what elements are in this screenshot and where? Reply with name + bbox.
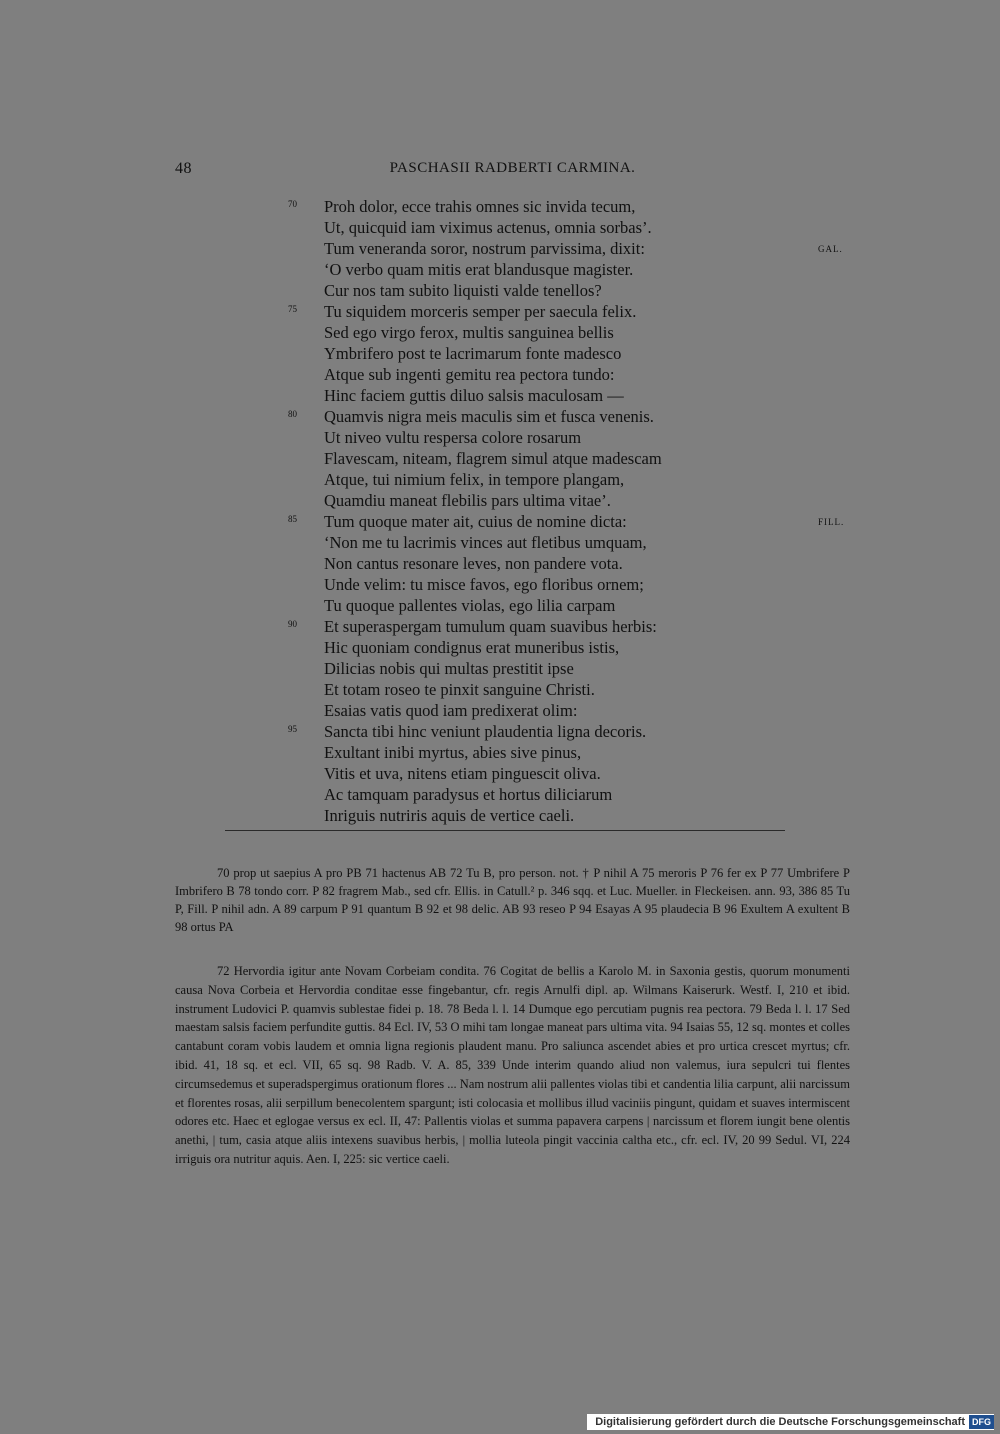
poem-line xyxy=(288,658,858,679)
poem-line xyxy=(288,805,858,826)
poem-line xyxy=(288,721,858,742)
verse-text: Hinc faciem guttis diluo salsis maculosam — xyxy=(324,386,624,405)
apparatus-text: 70 prop ut saepius A pro PB 71 hactenus AB 72 Tu B, pro person. not. † P nihil A 75 meroris P 76 fer ex P 77 Umbrifere P Imbrifero B 78 tondo corr. P 82 fragrem Mab., sed cfr. Ellis. in Catull.² p. 346 sqq. et Luc. Mueller. in Fleckeisen. ann. 93, 386 85 Tu P, Fill. P nihil adn. A 89 carpum P 91 quantum B 92 et 98 delic. AB 93 reseo P 94 Esayas A 95 plaudecia B 96 Exultem A exultent B 98 ortus PA xyxy=(175,866,850,934)
poem-text xyxy=(288,196,858,826)
running-title: PASCHASII RADBERTI CARMINA. xyxy=(389,160,636,176)
verse-text: ‘Non me tu lacrimis vinces aut fletibus umquam, xyxy=(324,533,647,552)
poem-line xyxy=(288,490,858,511)
poem-line xyxy=(288,238,858,259)
funding-footer xyxy=(587,1414,994,1430)
poem-line xyxy=(288,595,858,616)
critical-apparatus xyxy=(175,864,850,936)
verse-text: Atque, tui nimium felix, in tempore plangam, xyxy=(324,470,625,489)
poem-line xyxy=(288,196,858,217)
dfg-logo-icon: DFG xyxy=(969,1415,994,1429)
verse-text: Atque sub ingenti gemitu rea pectora tundo: xyxy=(324,365,615,384)
poem-line xyxy=(288,406,858,427)
verse-text: Ut niveo vultu respersa colore rosarum xyxy=(324,428,582,447)
poem-line xyxy=(288,448,858,469)
verse-text: Tu siquidem morceris semper per saecula felix. xyxy=(324,302,637,321)
verse-text: Et totam roseo te pinxit sanguine Christi. xyxy=(324,680,595,699)
poem-line xyxy=(288,553,858,574)
verse-text: Inriguis nutriris aquis de vertice caeli. xyxy=(324,806,575,825)
page-header xyxy=(175,160,850,182)
verse-text: Cur nos tam subito liquisti valde tenellos? xyxy=(324,281,602,300)
poem-line xyxy=(288,616,858,637)
poem-line xyxy=(288,280,858,301)
poem-line xyxy=(288,637,858,658)
line-number: 80 xyxy=(288,409,297,419)
poem-line xyxy=(288,469,858,490)
verse-text: Quamdiu maneat flebilis pars ultima vitae’. xyxy=(324,491,611,510)
verse-text: ‘O verbo quam mitis erat blandusque magister. xyxy=(324,260,634,279)
poem-line xyxy=(288,259,858,280)
poem-line xyxy=(288,217,858,238)
poem-line xyxy=(288,742,858,763)
poem-line xyxy=(288,511,858,532)
poem-line xyxy=(288,322,858,343)
verse-text: Unde velim: tu misce favos, ego floribus ornem; xyxy=(324,575,644,594)
speaker-label: GAL. xyxy=(818,244,843,254)
poem-line xyxy=(288,784,858,805)
verse-text: Exultant inibi myrtus, abies sive pinus, xyxy=(324,743,582,762)
verse-text: Sancta tibi hinc veniunt plaudentia ligna decoris. xyxy=(324,722,647,741)
verse-text: Ymbrifero post te lacrimarum fonte madesco xyxy=(324,344,622,363)
notes-text: 72 Hervordia igitur ante Novam Corbeiam condita. 76 Cogitat de bellis a Karolo M. in Saxonia gestis, quorum monumenti causa Nova Corbeia et Hervordia conditae esse fingebantur, cfr. regis Arnulfi dipl. ap. Wilmans Kaiserurk. Westf. I, 210 et ibid. instrument Ludovici P. quamvis sublestae fidei p. 18. 78 Beda l. l. 14 Dumque ego percutiam pugnis rea pectora. 79 Beda l. l. 17 Sed maestam salsis faciem perfundite guttis. 84 Ecl. IV, 53 O mihi tam longae maneat pars ultima vita. 94 Isaias 55, 12 sq. montes et colles cantabunt coram vobis laudem et omnia ligna regionis plaudent manu. Pro saliunca ascendet abies et pro urtica crescet myrtus; cfr. ibid. 41, 18 sq. et ecl. VII, 65 sq. 98 Radb. V. A. 85, 339 Unde interim quando aliud non valemus, iura sepulcri tui flentes circumsedemus et superadspergimus orationum flores ... Nam nostrum alii pallentes violas tibi et candentia lilia carpunt, alii narcissum et florentes rosas, alii serpillum benecolentem spargunt; isti colocasia et mollibus illud vaciniis pingunt, quidam et suaves intermiscent odores etc. Haec et eglogae versus ex ecl. II, 47: Pallentis violas et summa papavera carpens | narcissum et florem iungit bene olentis anethi, | tum, casia atque aliis intexens suavibus herbis, | mollia luteola pingit vaccinia caltha etc., cfr. ecl. IV, 20 99 Sedul. VI, 224 irriguis ora nutritur aquis. Aen. I, 225: sic vertice caeli. xyxy=(175,964,850,1166)
verse-text: Hic quoniam condignus erat muneribus istis, xyxy=(324,638,620,657)
verse-text: Non cantus resonare leves, non pandere vota. xyxy=(324,554,623,573)
verse-text: Et superaspergam tumulum quam suavibus herbis: xyxy=(324,617,657,636)
verse-text: Flavescam, niteam, flagrem simul atque madescam xyxy=(324,449,662,468)
speaker-label: FILL. xyxy=(818,517,845,527)
poem-line xyxy=(288,385,858,406)
poem-line xyxy=(288,679,858,700)
line-number: 70 xyxy=(288,199,297,209)
verse-text: Ut, quicquid iam viximus actenus, omnia sorbas’. xyxy=(324,218,652,237)
line-number: 85 xyxy=(288,514,297,524)
poem-line xyxy=(288,700,858,721)
verse-text: Quamvis nigra meis maculis sim et fusca venenis. xyxy=(324,407,654,426)
page-number: 48 xyxy=(175,160,192,177)
poem-line xyxy=(288,532,858,553)
line-number: 90 xyxy=(288,619,297,629)
verse-text: Dilicias nobis qui multas prestitit ipse xyxy=(324,659,574,678)
verse-text: Esaias vatis quod iam predixerat olim: xyxy=(324,701,578,720)
source-notes xyxy=(175,962,850,1169)
verse-text: Proh dolor, ecce trahis omnes sic invida tecum, xyxy=(324,197,636,216)
verse-text: Sed ego virgo ferox, multis sanguinea bellis xyxy=(324,323,614,342)
poem-line xyxy=(288,574,858,595)
verse-text: Tu quoque pallentes violas, ego lilia carpam xyxy=(324,596,616,615)
poem-line xyxy=(288,763,858,784)
poem-line xyxy=(288,301,858,322)
divider-rule xyxy=(225,830,785,831)
verse-text: Tum veneranda soror, nostrum parvissima, dixit: xyxy=(324,239,645,258)
verse-text: Vitis et uva, nitens etiam pinguescit oliva. xyxy=(324,764,601,783)
line-number: 95 xyxy=(288,724,297,734)
footer-text: Digitalisierung gefördert durch die Deutsche Forschungsgemeinschaft xyxy=(595,1416,965,1428)
poem-line xyxy=(288,364,858,385)
verse-text: Ac tamquam paradysus et hortus diliciarum xyxy=(324,785,613,804)
poem-line xyxy=(288,343,858,364)
line-number: 75 xyxy=(288,304,297,314)
verse-text: Tum quoque mater ait, cuius de nomine dicta: xyxy=(324,512,627,531)
poem-line xyxy=(288,427,858,448)
